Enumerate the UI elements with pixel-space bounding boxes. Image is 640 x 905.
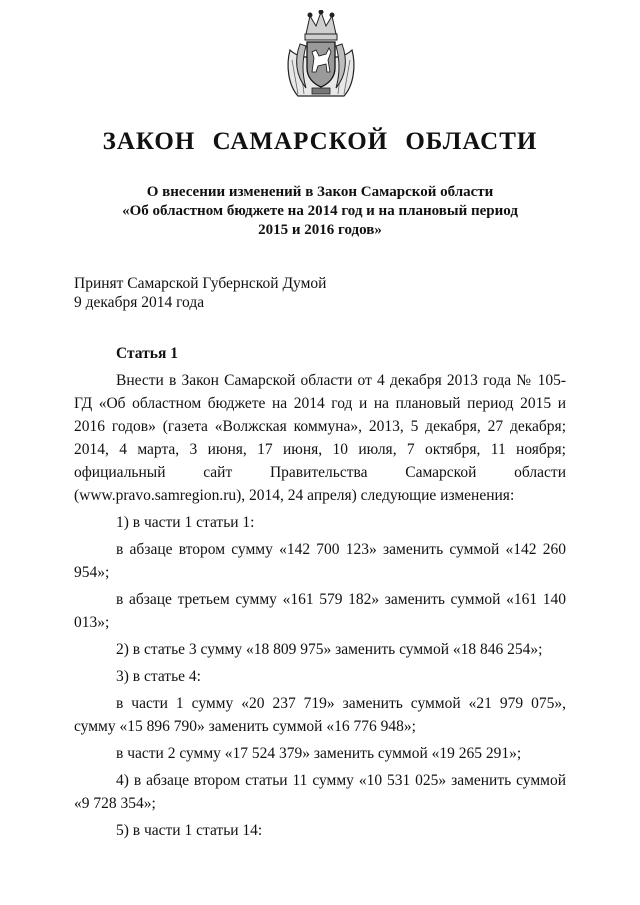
article-paragraph: в абзаце втором сумму «142 700 123» заменить суммой «142 260 954»; — [74, 541, 566, 581]
article-paragraph: Внести в Закон Самарской области от 4 декабря 2013 года № 105-ГД «Об областном бюджете на 2014 год и на плановый период 2015 и 2016 годов» (газета «Волжская коммуна», 2013, 5 декабря, 27 декабря; 2014, 4 марта, 3 июня, 17 июня, 10 июля, 7 октября, 11 ноября; официальный сайт Правительства Самарской области (www.pravo.samregion.ru), 2014, 24 апреля) следующие изменения: — [74, 372, 566, 504]
article-paragraph: в части 2 сумму «17 524 379» заменить суммой «19 265 291»; — [116, 745, 522, 762]
law-subtitle — [80, 183, 560, 240]
adoption-date: 9 декабря 2014 года — [74, 294, 205, 311]
article-content — [74, 369, 566, 842]
adoption-body: Принят Самарской Губернской Думой — [74, 275, 327, 292]
subtitle-line: «Об областном бюджете на 2014 год и на плановый период — [122, 203, 518, 219]
law-title: ЗАКОН САМАРСКОЙ ОБЛАСТИ — [102, 128, 538, 155]
adoption-block — [74, 274, 326, 312]
subtitle-line: 2015 и 2016 годов» — [258, 222, 382, 238]
article-paragraph: в части 1 сумму «20 237 719» заменить суммой «21 979 075», сумму «15 896 790» заменить суммой «16 776 948»; — [74, 695, 566, 735]
article-paragraph: 1) в части 1 статьи 1: — [116, 514, 255, 531]
article-paragraph: 2) в статье 3 сумму «18 809 975» заменить суммой «18 846 254»; — [116, 641, 543, 658]
article-paragraph: 4) в абзаце втором статьи 11 сумму «10 531 025» заменить суммой «9 728 354»; — [74, 772, 566, 812]
coat-of-arms-emblem — [276, 10, 366, 102]
subtitle-line: О внесении изменений в Закон Самарской области — [146, 184, 494, 200]
article-paragraph: 5) в части 1 статьи 14: — [116, 822, 263, 839]
article-title: Статья 1 — [116, 345, 178, 362]
article-paragraph: 3) в статье 4: — [116, 668, 201, 685]
shield — [307, 42, 335, 87]
article-paragraph: в абзаце третьем сумму «161 579 182» заменить суммой «161 140 013»; — [74, 591, 566, 631]
crown-icon — [305, 10, 337, 40]
